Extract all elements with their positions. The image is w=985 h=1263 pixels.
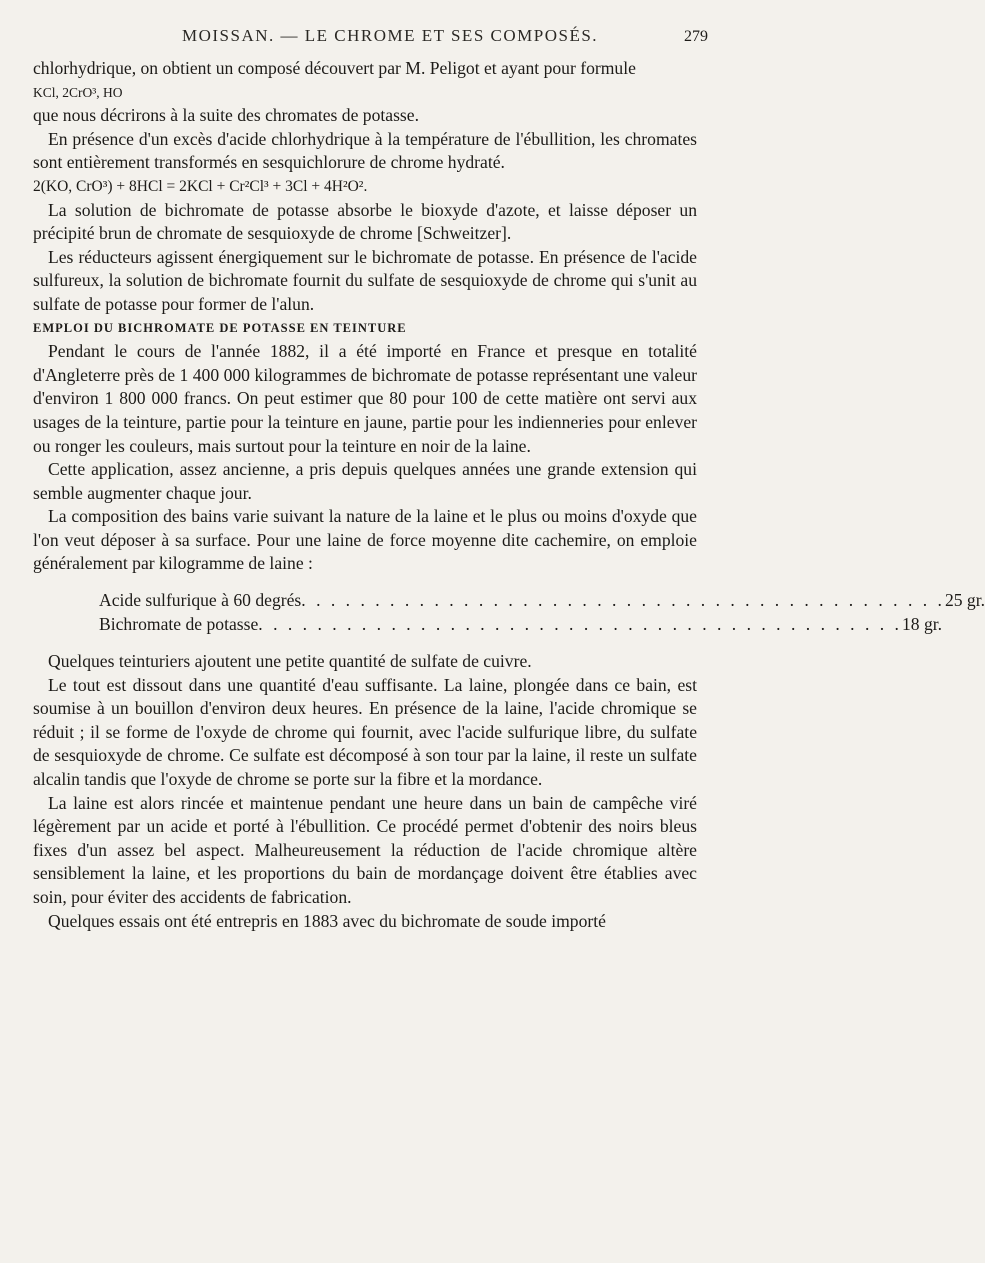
- paragraph: chlorhydrique, on obtient un composé découvert par M. Peligot et ayant pour formule: [33, 58, 636, 78]
- recipe-row: [99, 588, 985, 612]
- page-body: [33, 57, 985, 933]
- paragraph: Quelques teinturiers ajoutent une petite quantité de sulfate de cuivre.: [48, 651, 532, 672]
- recipe-quantity: 18 gr.: [901, 614, 943, 635]
- paragraph: que nous décrirons à la suite des chromates de potasse.: [33, 105, 419, 126]
- paragraph: Le tout est dissout dans une quantité d'eau suffisante. La laine, plongée dans ce bain, est soumise à un bouillon d'environ deux heures. En présence de la laine, l'acide chromique se réduit ; il se forme de l'oxyde de chrome qui fournit, avec l'acide sulfurique libre, du sulfate de sesquioxyde de chrome. Ce sulfate est décomposé à son tour par la laine, il reste un sulfate alcalin tandis que l'oxyde de chrome se porte sur la fibre et la mordance.: [33, 674, 697, 790]
- paragraph: Cette application, assez ancienne, a pris depuis quelques années une grande extension qui semble augmenter chaque jour.: [33, 459, 697, 503]
- paragraph: Pendant le cours de l'année 1882, il a été importé en France et presque en totalité d'Angleterre près de 1 400 000 kilogrammes de bichromate de potasse représentant une valeur d'environ 1 800 000 francs. On peut estimer que 80 pour 100 de cette matière ont servi aux usages de la teinture, partie pour la teinture en jaune, partie pour les indienneries pour enlever ou ronger les couleurs, mais surtout pour la teinture en noir de la laine.: [33, 341, 697, 456]
- paragraph: La composition des bains varie suivant la nature de la laine et le plus ou moins d'oxyde que l'on veut déposer à sa surface. Pour une laine de force moyenne dite cachemire, on emploie généralement par kilogramme de laine :: [33, 506, 697, 574]
- page-number: 279: [684, 28, 708, 45]
- recipe-ingredient: Acide sulfurique à 60 degrés: [99, 590, 302, 611]
- section-title: EMPLOI DU BICHROMATE DE POTASSE EN TEINTURE: [33, 320, 407, 335]
- recipe-row: [99, 612, 943, 636]
- formula: KCl, 2CrO³, HO: [33, 84, 123, 100]
- paragraph: La solution de bichromate de potasse absorbe le bioxyde d'azote, et laisse déposer un précipité brun de chromate de sesquioxyde de chrome [Schweitzer].: [33, 199, 697, 244]
- paragraph: En présence d'un excès d'acide chlorhydrique à la température de l'ébullition, les chromates sont entièrement transformés en sesquichlorure de chrome hydraté.: [33, 128, 697, 173]
- recipe-quantity: 25 gr.: [944, 590, 985, 611]
- running-head: MOISSAN. — LE CHROME ET SES COMPOSÉS.: [182, 26, 599, 45]
- paragraph: La laine est alors rincée et maintenue pendant une heure dans un bain de campêche viré légèrement par un acide et porté à l'ébullition. Ce procédé permet d'obtenir des noirs bleus fixes d'un assez bel aspect. Malheureusement la réduction de l'acide chromique altère sensiblement la laine, et les proportions du bain de mordançage doivent être établies avec soin, pour éviter des accidents de fabrication.: [33, 792, 697, 907]
- chemical-equation: 2(KO, CrO³) + 8HCl = 2KCl + Cr²Cl³ + 3Cl + 4H²O².: [33, 177, 368, 195]
- paragraph: Les réducteurs agissent énergiquement sur le bichromate de potasse. En présence de l'acide sulfureux, la solution de bichromate fournit du sulfate de sesquioxyde de chrome qui s'unit au sulfate de potasse pour former de l'alun.: [33, 246, 697, 314]
- recipe-table: [99, 588, 985, 636]
- page-header: [0, 26, 800, 52]
- paragraph: Quelques essais ont été entrepris en 1883 avec du bichromate de soude importé: [48, 910, 606, 931]
- recipe-ingredient: Bichromate de potasse: [99, 614, 259, 635]
- leader-dots: . . . . . . . . . . . . . . . . . . . . . . . . . . . . . . . . . . . . . . . . . . . .: [301, 590, 945, 611]
- leader-dots: . . . . . . . . . . . . . . . . . . . . . . . . . . . . . . . . . . . . . . . . . . . .: [258, 614, 902, 635]
